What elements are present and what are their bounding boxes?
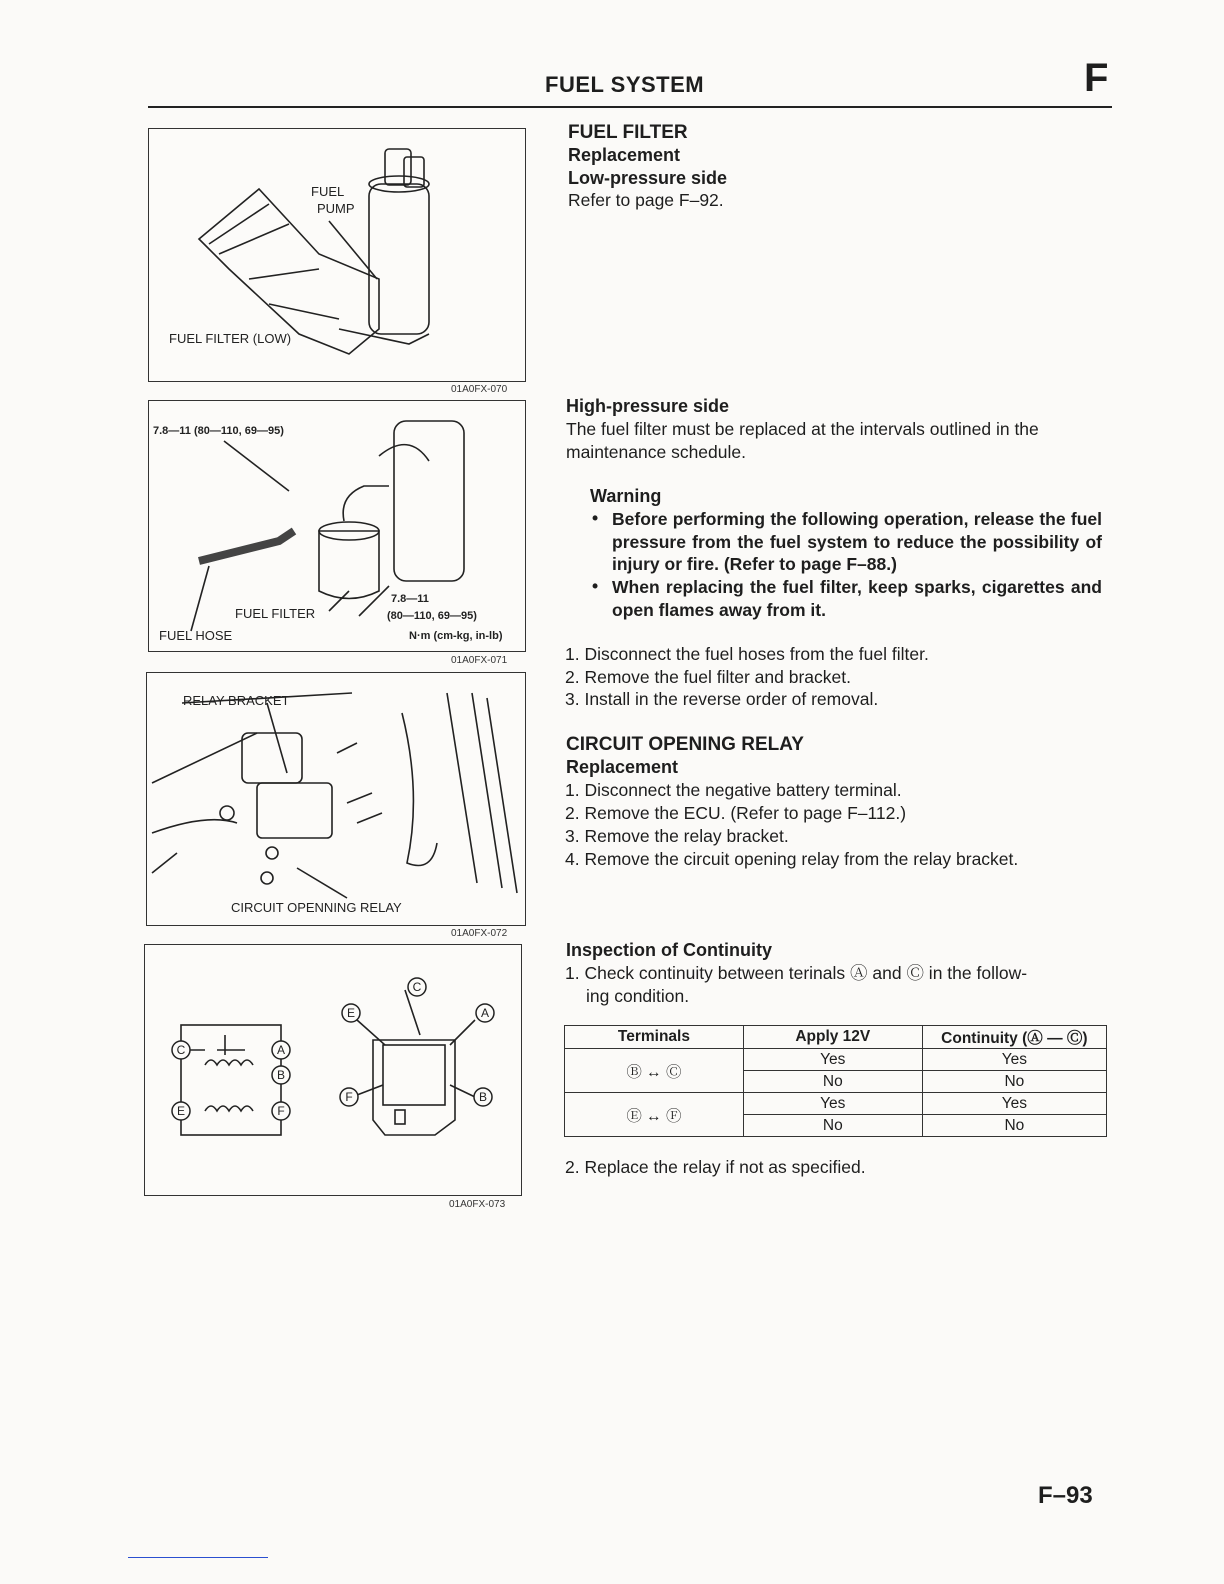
warning-item-1: Before performing the following operation, release the fuel pressure from the fuel system to reduce the possibility of injury or fire. (Refer to page F–88.) [612, 509, 1102, 574]
continuity-table [564, 1025, 1107, 1137]
relay-step-1: 1. Disconnect the negative battery terminal. [565, 780, 902, 800]
relay-schematic [145, 945, 521, 1195]
fuel-filter-replacement: Replacement [568, 145, 681, 165]
table-cell: Yes [922, 1093, 1106, 1115]
torque-label-top: 7.8—11 (80—110, 69—95) [153, 425, 284, 437]
terminal-c-label: C [176, 1043, 186, 1057]
figure-fuel-filter [148, 400, 526, 652]
high-pressure-text-2: maintenance schedule. [566, 442, 746, 462]
connector-a-label: A [480, 1006, 490, 1020]
table-cell: No [743, 1071, 922, 1093]
inspection-step-2: 2. Replace the relay if not as specified. [565, 1157, 866, 1177]
fuel-filter-title: FUEL FILTER [568, 122, 688, 143]
inspection-step-1a: 1. Check continuity between terinals Ⓐ and Ⓒ in the follow- [565, 963, 1028, 983]
table-cell: No [922, 1115, 1106, 1137]
low-pressure-heading: Low-pressure side [568, 168, 728, 188]
fuel-filter-low-label: FUEL FILTER (LOW) [169, 331, 292, 346]
section-letter: F [1084, 56, 1109, 100]
table-cell-terminals: Ⓔ ↔ Ⓕ [565, 1093, 744, 1137]
figure-code-3: 01A0FX-072 [451, 928, 508, 939]
table-cell-terminals: Ⓑ ↔ Ⓒ [565, 1049, 744, 1093]
connector-f-label: F [345, 1090, 353, 1104]
table-header: Apply 12V [743, 1026, 922, 1049]
page-number: F–93 [1038, 1482, 1093, 1509]
torque-units-label: N·m (cm-kg, in-lb) [409, 630, 503, 642]
figure-code-2: 01A0FX-071 [451, 655, 508, 666]
fuel-filter-step-1: 1. Disconnect the fuel hoses from the fuel filter. [565, 644, 929, 664]
terminal-f-label: F [277, 1104, 285, 1118]
table-row [565, 1093, 1107, 1115]
fuel-pump-label-1: FUEL [311, 184, 345, 199]
warning-heading: Warning [590, 486, 662, 506]
figure-relay-terminals [144, 944, 522, 1196]
table-cell: No [922, 1071, 1106, 1093]
fuel-hose-label: FUEL HOSE [159, 628, 233, 643]
terminal-b-label: B [276, 1068, 286, 1082]
footer-line [128, 1557, 268, 1558]
relay-bracket-label: RELAY BRACKET [183, 693, 290, 708]
table-header: Continuity (Ⓐ — Ⓒ) [922, 1026, 1106, 1049]
high-pressure-heading: High-pressure side [566, 396, 730, 416]
table-cell: No [743, 1115, 922, 1137]
table-cell: Yes [743, 1093, 922, 1115]
terminal-e-label: E [176, 1104, 186, 1118]
fuel-filter-step-2: 2. Remove the fuel filter and bracket. [565, 667, 851, 687]
header-rule [148, 106, 1112, 108]
inspection-heading: Inspection of Continuity [566, 940, 772, 960]
high-pressure-text-1: The fuel filter must be replaced at the intervals outlined in the [566, 419, 1039, 439]
relay-step-3: 3. Remove the relay bracket. [565, 826, 789, 846]
warning-bullet-1: • [592, 508, 599, 528]
relay-step-4: 4. Remove the circuit opening relay from the relay bracket. [565, 849, 1019, 869]
circuit-opening-relay-label: CIRCUIT OPENNING RELAY [231, 900, 402, 915]
figure-code-4: 01A0FX-073 [449, 1199, 506, 1210]
inspection-step-1b: ing condition. [586, 986, 690, 1006]
relay-step-2: 2. Remove the ECU. (Refer to page F–112.) [565, 803, 907, 823]
circuit-relay-replacement: Replacement [566, 757, 679, 777]
table-header-row [565, 1026, 1107, 1049]
warning-item-2: When replacing the fuel filter, keep sparks, cigarettes and open flames away from it. [612, 577, 1102, 620]
circuit-relay-title: CIRCUIT OPENING RELAY [566, 734, 804, 755]
warning-bullet-2: • [592, 576, 599, 596]
figure-code-1: 01A0FX-070 [451, 384, 508, 395]
fuel-filter-step-3: 3. Install in the reverse order of removal. [565, 689, 879, 709]
table-cell: Yes [922, 1049, 1106, 1071]
fuel-pump-label-2: PUMP [317, 201, 355, 216]
table-header: Terminals [565, 1026, 744, 1049]
page-title: FUEL SYSTEM [545, 72, 705, 97]
connector-c-label: C [412, 980, 422, 994]
table-cell: Yes [743, 1049, 922, 1071]
torque-label-bottom-2: (80—110, 69—95) [387, 610, 477, 622]
connector-e-label: E [346, 1006, 356, 1020]
torque-label-bottom-1: 7.8—11 [391, 593, 429, 605]
fuel-filter-label: FUEL FILTER [235, 606, 316, 621]
figure-relay-bracket [146, 672, 526, 926]
terminal-a-label: A [276, 1043, 286, 1057]
low-pressure-text: Refer to page F–92. [568, 190, 724, 210]
table-row [565, 1049, 1107, 1071]
connector-b-label: B [478, 1090, 488, 1104]
figure-fuel-pump [148, 128, 526, 382]
relay-bracket-illustration [147, 673, 525, 925]
